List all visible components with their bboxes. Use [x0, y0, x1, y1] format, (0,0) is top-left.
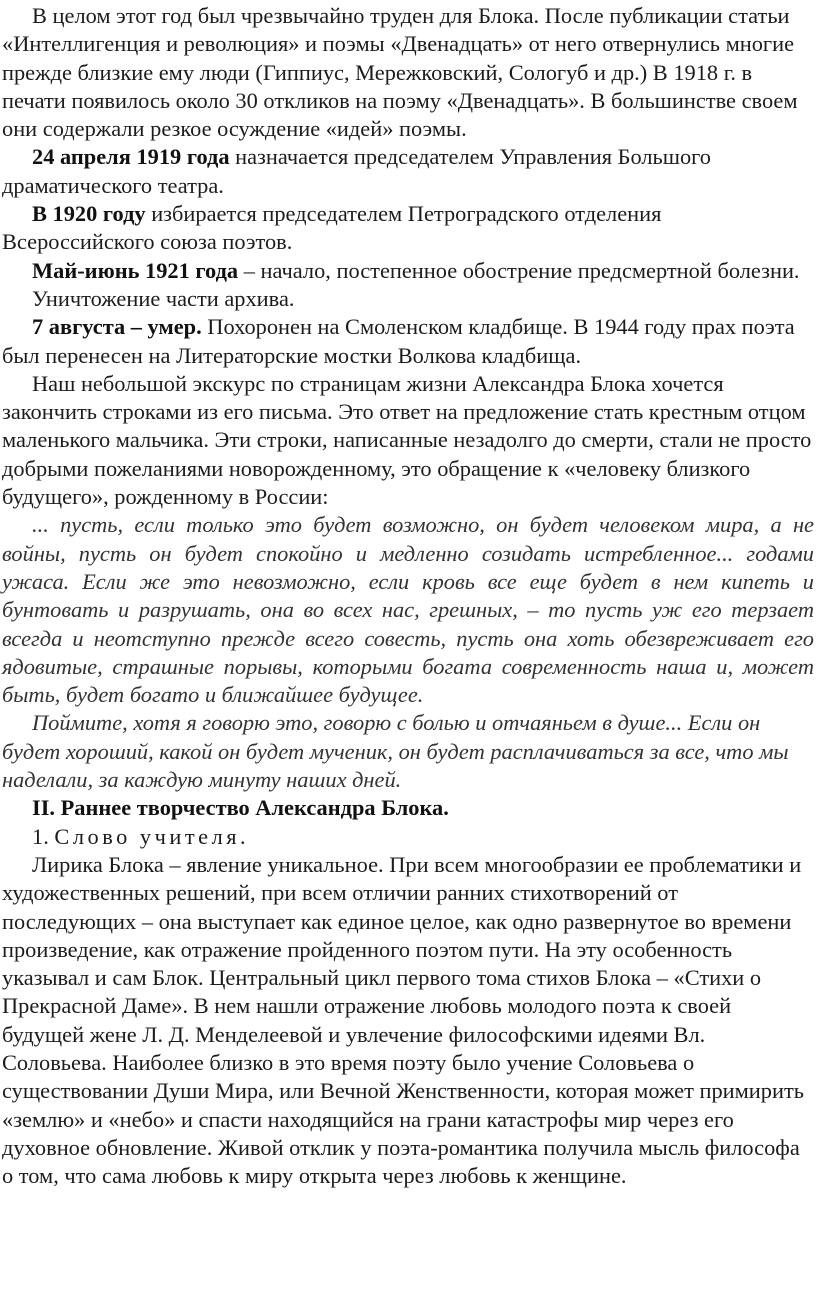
paragraph-death: [2, 313, 814, 370]
date-1921: Май-июнь 1921 года: [32, 257, 239, 283]
letter-quote-2: Поймите, хотя я говорю это, говорю с болью и отчаяньем в душе... Если он будет хороший, какой он будет мученик, он будет расплачиваться за все, что мы наделали, за каждую минуту наших дней.: [2, 710, 789, 793]
section-heading: [2, 794, 814, 822]
text-1921: – начало, постепенное обострение предсмертной болезни.: [238, 257, 800, 283]
paragraph-1921: [2, 257, 814, 285]
paragraph-archive: Уничтожение части архива.: [32, 285, 295, 311]
subsection-title: Слово учителя.: [54, 823, 250, 849]
text-1919: назначается председателем Управления Большого драматического театра.: [2, 144, 711, 198]
letter-quote-1: ... пусть, если только это будет возможно, он будет человеком мира, а не войны, пусть он будет спокойно и медленно созидать истребленное... годами ужаса. Если же это невозможно, если кровь все еще будет в нем кипеть и бунтовать и разрушать, она во всех нас, грешных, – то пусть уж его терзает всегда и неотступно прежде всего совесть, пусть она хоть обезвреживает его ядовитые, страшные порывы, которыми богата современность наша и, может быть, будет богато и ближайшее будущее.: [2, 512, 814, 708]
text-1920: избирается председателем Петроградского отделения Всероссийского союза поэтов.: [2, 201, 662, 255]
paragraph-letter-intro: Наш небольшой экскурс по страницам жизни Александра Блока хочется закончить строками из его письма. Это ответ на предложение стать крестным отцом маленького мальчика. Эти строки, написанные незадолго до смерти, стали не просто добрыми пожеланиями новорожденному, это обращение к «человеку близкого будущего», рожденному в России:: [2, 370, 812, 510]
section-heading-text: II. Раннее творчество Александра Блока.: [32, 795, 449, 821]
date-1920: В 1920 году: [32, 201, 146, 227]
subsection-number: 1.: [32, 823, 55, 849]
subsection-heading: [2, 823, 814, 851]
paragraph-1919: [2, 143, 814, 200]
text-death: Похоронен на Смоленском кладбище. В 1944 году прах поэта был перенесен на Литераторские мостки Волкова кладбища.: [2, 314, 795, 368]
date-death: 7 августа – умер.: [32, 314, 202, 340]
paragraph-year-summary: В целом этот год был чрезвычайно труден для Блока. После публикации статьи «Интеллигенция и революция» и поэмы «Двенадцать» от него отвернулись многие прежде близкие ему люди (Гиппиус, Мережковский, Сологуб и др.) В 1918 г. в печати появилось около 30 откликов на поэму «Двенадцать». В большинстве своем они содержали резкое осуждение «идей» поэмы.: [2, 3, 798, 142]
date-1919: 24 апреля 1919 года: [32, 144, 230, 170]
paragraph-1920: [2, 200, 814, 257]
paragraph-lyrics: Лирика Блока – явление уникальное. При всем многообразии ее проблематики и художественных решений, при всем отличии ранних стихотворений от последующих – она выступает как единое целое, как одно развернутое во времени произведение, как отражение пройденного поэтом пути. На эту особенность указывал и сам Блок. Центральный цикл первого тома стихов Блока – «Стихи о Прекрасной Даме». В нем нашли отражение любовь молодого поэта к своей будущей жене Л. Д. Менделеевой и увлечение философскими идеями Вл. Соловьева. Наиболее близко в это время поэту было учение Соловьева о существовании Души Мира, или Вечной Женственности, которая может примирить «землю» и «небо» и спасти находящийся на грани катастрофы мир через его духовное обновление. Живой отклик у поэта-романтика получила мысль философа о том, что сама любовь к миру открыта через любовь к женщине.: [2, 851, 804, 1189]
document-page: [2, 2, 814, 1190]
